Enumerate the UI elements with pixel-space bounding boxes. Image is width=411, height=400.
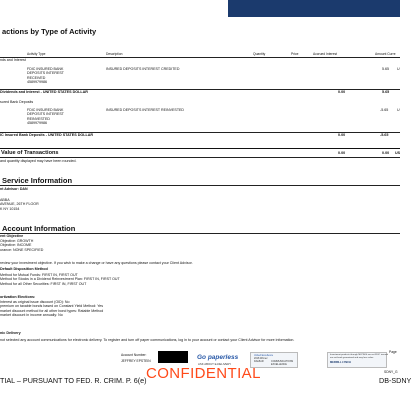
page-label: Page [389,350,397,354]
go-paperless-subtitle: ASK ABOUT E-DELIVERY [198,362,232,366]
net-label: Value of Transactions [1,150,59,156]
col-accrued-interest: Accrued Interest [313,52,338,56]
sdny-label: SDNY_G [384,370,398,374]
section-label-dividends: nds and Interest [0,58,26,62]
section-label-bank-deposits: sured Bank Deposits [0,100,34,104]
client-advisor: nt Advisor: DAN [0,187,28,191]
row1-amount: 5.65 [382,67,389,71]
net-accrued: 0.00 [338,151,346,155]
net-amount: 0.00 [382,151,390,155]
advisor-address: ABBA AVENUE, 26TH FLOOR K NY 10154 [0,198,39,211]
row2-currency: U [397,108,400,112]
go-paperless-logo: Go paperless [197,354,239,361]
confidentiality-notice: TIAL – PURSUANT TO FED. R. CRIM. P. 6(e) [0,376,147,385]
electronic-delivery-heading: nic Delivery [0,331,21,335]
disposition-list: Method for Mutual Funds: FIRST IN, FIRST OUT Method for Stocks in a Dividend Reinvestment Plan: FIRST IN, FIRST OUT Method for all Other Securities: FIRST IN, FIRST OUT [0,273,120,286]
row1-activity-type: FDIC INSURED BANK DEPOSITS INTEREST RECEIVED 4589979986 [27,67,64,85]
header-divider [0,57,400,58]
objective-review-note: review your investment objective. If you wish to make a change or have any questions please contact your Client Advisor. [0,261,193,265]
client-objective-heading: ent Objective [0,234,24,238]
account-holder-name: JEFFREY EPSTEIN [121,359,151,363]
objectives-list: Objective: GROWTH Objective: INCOME urance: NONE SPECIFIED [0,239,44,252]
row1-description: INSURED DEPOSITS INTEREST CREDITED [106,67,180,71]
row2-description: INSURED DEPOSITS INTEREST REINVESTED [106,108,185,112]
service-info-divider [0,185,400,186]
amortization-heading: ortization Elections: [0,295,36,299]
redaction-box [158,351,188,363]
total2-amount: -5.65 [380,133,389,137]
row2-amount: -5.65 [380,108,389,112]
bates-number: DB-SDNY [379,376,411,385]
col-price: Price [291,52,299,56]
net-divider-top [0,148,400,149]
amortization-list: Interest as original issue discount (OID): No premium on taxable bonds based on Constant Yield Method: Yes market discount method for all other bond types: Ratable Method market discount in income annually: No [0,300,104,318]
total1-label: Dividends and Interest - UNITED STATES DOLLAR [0,90,88,94]
service-info-title: Service Information [2,176,73,185]
account-number-label: Account Number: [121,353,147,357]
disposition-heading: Default Disposition Method [0,267,48,271]
total2-label: IC Insured Bank Deposits - UNITED STATES DOLLAR [0,133,94,137]
col-quantity: Quantity [253,52,266,56]
col-activity-type: Activity Type [27,52,46,56]
account-info-divider [0,233,400,234]
confidential-stamp: CONFIDENTIAL [146,365,261,382]
col-amount: Amount Curre [375,52,396,56]
net-divider-bottom [0,157,400,158]
electronic-delivery-note: not selected any account communications for electronic delivery. To register and turn off paper communications, log in to your account or contact your Client Advisor for more information. [0,338,295,342]
total2-accrued: 0.00 [338,133,346,137]
row2-activity-type: FDIC INSURED BANK DEPOSITS INTEREST REINVESTED 4589979986 [27,108,64,126]
merrill-disclosure-box: Investment products through MLPF&S are not FDIC insured are not bank guaranteed and may lose value MERRILL LYNCH [327,352,387,368]
header-bar [228,0,400,17]
total1-accrued: 0.00 [338,90,346,94]
account-info-title: Account Information [2,224,76,233]
row1-currency: U [397,67,400,71]
rounding-footnote: and quantity displayed may have been rounded. [0,159,77,163]
page-title: actions by Type of Activity [2,27,97,36]
net-currency: US [395,151,401,155]
dalbar-award-logo: United Excellence 2018 Winner DALBAR COMMUNICATIONS EXCELLENCE [250,352,298,368]
total1-amount: 5.65 [382,90,390,94]
col-description: Description [106,52,123,56]
